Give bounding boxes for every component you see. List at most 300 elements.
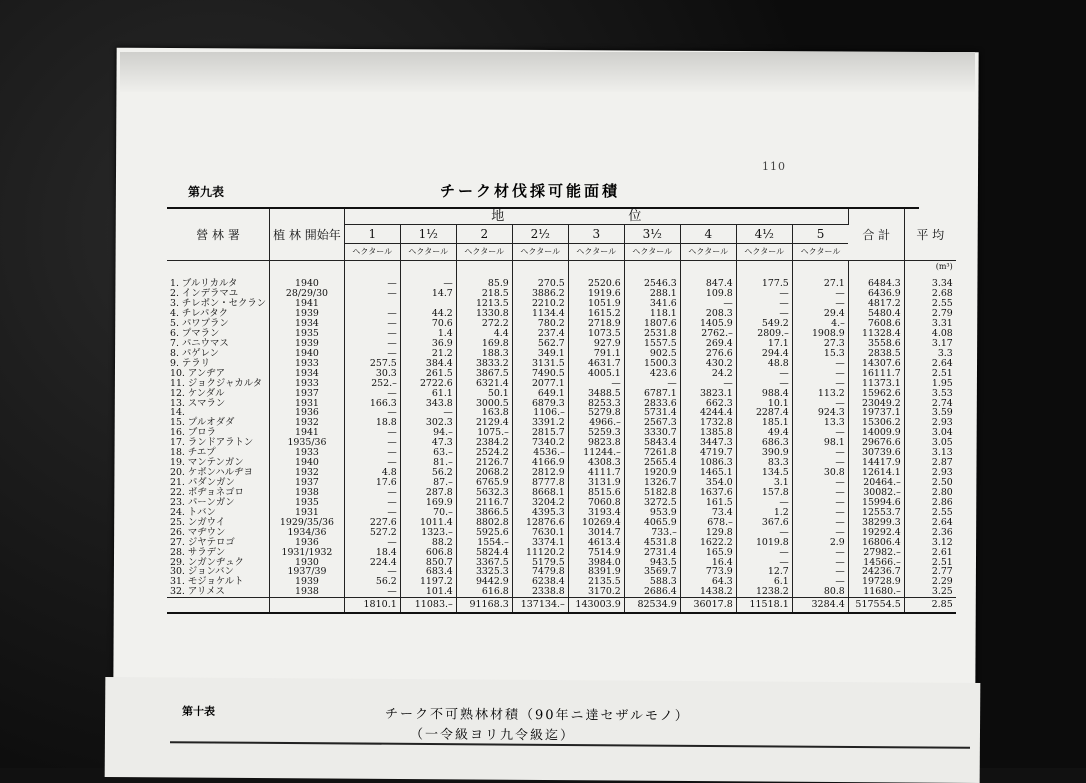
area-value: 2524.2	[456, 448, 512, 458]
table-row	[167, 359, 956, 369]
area-value: 1134.4	[512, 309, 568, 319]
area-value: 5731.4	[624, 408, 680, 418]
area-value: 1557.5	[624, 339, 680, 349]
grand-average: 2.85	[904, 598, 956, 614]
unit-label: ヘクタール	[344, 244, 400, 261]
district-name: 1. ブルリカルタ	[167, 273, 270, 289]
row-total: 7608.6	[848, 319, 904, 329]
area-value: 1330.8	[456, 309, 512, 319]
plant-year: 1934/36	[270, 527, 345, 537]
district-header: 營 林 署	[167, 209, 270, 261]
table-row	[167, 547, 956, 557]
row-total: 3558.6	[848, 339, 904, 349]
plant-year: 1939	[270, 577, 345, 587]
district-name: 8. パゲレン	[167, 349, 270, 359]
area-value: 7261.8	[624, 448, 680, 458]
area-value: 1238.2	[736, 587, 792, 597]
area-value: —	[344, 329, 400, 339]
area-value: 4111.7	[568, 468, 624, 478]
column-total: 82534.9	[624, 598, 680, 614]
area-value: 3866.5	[456, 508, 512, 518]
area-value: 1500.3	[624, 359, 680, 369]
district-name: 25. ンガウイ	[167, 518, 270, 528]
area-value: 354.0	[680, 478, 736, 488]
row-total: 12614.1	[848, 468, 904, 478]
area-value: 3000.5	[456, 398, 512, 408]
area-value: 7479.8	[512, 567, 568, 577]
area-value: 2686.4	[624, 587, 680, 597]
row-total: 6484.3	[848, 273, 904, 289]
area-value: 2116.7	[456, 498, 512, 508]
row-total: 15994.6	[848, 498, 904, 508]
area-value: —	[344, 408, 400, 418]
average-header: 平 均	[904, 209, 956, 261]
area-value: 11244.–	[568, 448, 624, 458]
area-value: 733.–	[624, 527, 680, 537]
area-value: 902.5	[624, 349, 680, 359]
district-name: 28. サラデン	[167, 547, 270, 557]
area-value: 678.–	[680, 518, 736, 528]
area-value: 606.8	[400, 547, 456, 557]
area-value: 1051.9	[568, 299, 624, 309]
plant-year: 1932	[270, 468, 345, 478]
totals-blank	[167, 598, 270, 614]
area-value: 780.2	[512, 319, 568, 329]
area-value: 1213.5	[456, 299, 512, 309]
area-value: 2731.4	[624, 547, 680, 557]
plant-year: 1941	[270, 299, 345, 309]
area-value: 549.2	[736, 319, 792, 329]
row-average: 2.64	[931, 516, 953, 528]
area-value: —	[792, 428, 848, 438]
area-value: —	[736, 378, 792, 388]
area-value: 2815.7	[512, 428, 568, 438]
area-value: 3488.5	[568, 388, 624, 398]
area-value: 527.2	[344, 527, 400, 537]
area-value: 287.8	[400, 488, 456, 498]
area-value: —	[792, 527, 848, 537]
district-name: 12. ケンダル	[167, 388, 270, 398]
area-value: 588.3	[624, 577, 680, 587]
area-value: 15.3	[792, 349, 848, 359]
table-row	[167, 349, 956, 359]
next-table-title: チーク不可熟林材積（90年ニ達セザルモノ）	[384, 706, 690, 725]
area-value: 4966.–	[568, 418, 624, 428]
area-value: 272.2	[456, 319, 512, 329]
area-value: 2126.7	[456, 458, 512, 468]
area-value: 1326.7	[624, 478, 680, 488]
area-value: 3272.5	[624, 498, 680, 508]
area-value: 367.6	[736, 518, 792, 528]
area-value: —	[792, 518, 848, 528]
area-value: —	[792, 458, 848, 468]
area-value: 927.9	[568, 339, 624, 349]
area-value: —	[344, 289, 400, 299]
area-value: 85.9	[456, 273, 512, 289]
area-value: 3569.7	[624, 567, 680, 577]
area-value: 1.4	[400, 329, 456, 339]
area-value: —	[792, 508, 848, 518]
district-name: 18. チエプ	[167, 448, 270, 458]
row-total: 38299.3	[848, 518, 904, 528]
area-value: 2722.6	[400, 378, 456, 388]
row-total: 11680.–	[848, 587, 904, 597]
plant-year-header: 植 林 開始年	[270, 209, 345, 261]
unit-label: ヘクタール	[400, 244, 456, 261]
area-value: 188.3	[456, 349, 512, 359]
area-value: —	[344, 428, 400, 438]
area-value: 161.5	[680, 498, 736, 508]
area-value: 3204.2	[512, 498, 568, 508]
area-value: 48.8	[736, 359, 792, 369]
area-value: 1908.9	[792, 329, 848, 339]
area-value: 2809.–	[736, 329, 792, 339]
area-value: 7514.9	[568, 547, 624, 557]
area-value: 2565.4	[624, 458, 680, 468]
area-value: 134.5	[736, 468, 792, 478]
area-value: —	[568, 378, 624, 388]
area-value: 12.7	[736, 567, 792, 577]
area-value: —	[792, 567, 848, 577]
area-value: 1197.2	[400, 577, 456, 587]
column-total: 137134.–	[512, 598, 568, 614]
area-value: 294.4	[736, 349, 792, 359]
district-name: 4. チレパタク	[167, 309, 270, 319]
area-value: 4536.–	[512, 448, 568, 458]
area-value: 18.8	[344, 418, 400, 428]
area-value: 683.4	[400, 567, 456, 577]
area-value: 21.2	[400, 349, 456, 359]
area-value: 4308.3	[568, 458, 624, 468]
area-value: 3886.2	[512, 289, 568, 299]
row-average: 2.86	[931, 496, 953, 508]
area-value: 17.6	[344, 478, 400, 488]
area-value: 1385.8	[680, 428, 736, 438]
district-name: 27. ジヤテロゴ	[167, 537, 270, 547]
row-total: 16806.4	[848, 537, 904, 547]
area-value: 2068.2	[456, 468, 512, 478]
area-value: 1323.–	[400, 527, 456, 537]
area-value: 36.9	[400, 339, 456, 349]
column-total: 91168.3	[456, 598, 512, 614]
area-value: 3131.9	[568, 478, 624, 488]
column-total: 143003.9	[568, 598, 624, 614]
row-average: 3.59	[931, 407, 953, 419]
area-value: 169.8	[456, 339, 512, 349]
area-value: 81.–	[400, 458, 456, 468]
area-value: 773.9	[680, 567, 736, 577]
plant-year: 1929/35/36	[270, 518, 345, 528]
row-average: 3.25	[931, 586, 953, 598]
area-value: 1622.2	[680, 537, 736, 547]
row-total: 14566.–	[848, 557, 904, 567]
area-value: 4395.3	[512, 508, 568, 518]
table-row	[167, 388, 956, 398]
area-value: 850.7	[400, 557, 456, 567]
area-value: 1732.8	[680, 418, 736, 428]
plant-year: 1933	[270, 378, 345, 388]
area-value: 4531.8	[624, 537, 680, 547]
area-value: —	[344, 498, 400, 508]
district-name: 5. パワプラン	[167, 319, 270, 329]
plant-year: 1935	[270, 498, 345, 508]
area-value: —	[792, 398, 848, 408]
area-value: 24.2	[680, 368, 736, 378]
area-value: 7340.2	[512, 438, 568, 448]
area-value: —	[792, 478, 848, 488]
area-value: 1073.5	[568, 329, 624, 339]
area-value: 252.–	[344, 378, 400, 388]
unit-label: ヘクタール	[568, 244, 624, 261]
plant-year: 1932	[270, 418, 345, 428]
area-value: 1086.3	[680, 458, 736, 468]
area-value: 341.6	[624, 299, 680, 309]
column-total: 1810.1	[344, 598, 400, 614]
area-value: 8391.9	[568, 567, 624, 577]
area-value: 686.3	[736, 438, 792, 448]
area-value: 288.1	[624, 289, 680, 299]
area-value: 3367.5	[456, 557, 512, 567]
area-value: 227.6	[344, 518, 400, 528]
area-value: 98.1	[792, 438, 848, 448]
row-average: 2.50	[931, 477, 953, 489]
district-name: 2. インデラマユ	[167, 289, 270, 299]
area-value: —	[736, 527, 792, 537]
site-header: 地 位	[344, 209, 848, 225]
site-class-header: 3	[568, 225, 624, 244]
row-average: 2.51	[931, 367, 953, 379]
site-class-header: 5	[792, 225, 848, 244]
row-total: 11373.1	[848, 378, 904, 388]
area-value: 269.4	[680, 339, 736, 349]
area-value: —	[792, 498, 848, 508]
row-average: 2.64	[931, 357, 953, 369]
plant-year: 1937	[270, 388, 345, 398]
district-name: 7. パニウマス	[167, 339, 270, 349]
area-value: 4244.4	[680, 408, 736, 418]
area-value: 302.3	[400, 418, 456, 428]
area-value: 4613.4	[568, 537, 624, 547]
row-average: 2.93	[931, 467, 953, 479]
area-value: 1465.1	[680, 468, 736, 478]
area-value: 1405.9	[680, 319, 736, 329]
district-name: 21. パダンガン	[167, 478, 270, 488]
area-value: —	[344, 537, 400, 547]
column-total: 11518.1	[736, 598, 792, 614]
area-value: —	[736, 498, 792, 508]
area-value: 3391.2	[512, 418, 568, 428]
column-total: 11083.–	[400, 598, 456, 614]
area-value: 1919.6	[568, 289, 624, 299]
totals-blank	[270, 598, 345, 614]
district-name: 15. プルオダダ	[167, 418, 270, 428]
plant-year: 1939	[270, 339, 345, 349]
area-value: 224.4	[344, 557, 400, 567]
area-value: 343.8	[400, 398, 456, 408]
table-row	[167, 368, 956, 378]
area-value: 4.–	[792, 319, 848, 329]
area-value: —	[344, 349, 400, 359]
area-value: 2210.2	[512, 299, 568, 309]
area-value: 257.5	[344, 359, 400, 369]
area-value: 430.2	[680, 359, 736, 369]
area-value: 1554.–	[456, 537, 512, 547]
area-value: —	[624, 378, 680, 388]
district-name: 26. マヂウン	[167, 527, 270, 537]
area-value: 988.4	[736, 388, 792, 398]
area-value: —	[344, 458, 400, 468]
totals-row	[167, 598, 956, 614]
area-value: 29.4	[792, 309, 848, 319]
area-value: 7060.8	[568, 498, 624, 508]
column-total: 3284.4	[792, 598, 848, 614]
district-name: 3. チレボン・セクラン	[167, 299, 270, 309]
plant-year: 1936	[270, 537, 345, 547]
row-average: 3.04	[931, 427, 953, 439]
plant-year: 1931/1932	[270, 547, 345, 557]
area-value: 8668.1	[512, 488, 568, 498]
row-average: 2.68	[931, 288, 953, 300]
area-value: 1106.–	[512, 408, 568, 418]
area-value: —	[736, 299, 792, 309]
area-value: 1637.6	[680, 488, 736, 498]
area-value: 3833.2	[456, 359, 512, 369]
district-name: 20. ケボンハルヂヨ	[167, 468, 270, 478]
area-value: 2129.4	[456, 418, 512, 428]
area-value: 6787.1	[624, 388, 680, 398]
area-value: 73.4	[680, 508, 736, 518]
district-name: 24. トバン	[167, 508, 270, 518]
table-row	[167, 518, 956, 528]
area-value: 1011.4	[400, 518, 456, 528]
area-value: 3193.4	[568, 508, 624, 518]
area-value: 924.3	[792, 408, 848, 418]
district-name: 11. ジョクジャカルタ	[167, 378, 270, 388]
district-name: 22. ボヂョネゴロ	[167, 488, 270, 498]
area-value: —	[736, 557, 792, 567]
area-value: 6238.4	[512, 577, 568, 587]
plant-year: 1935	[270, 329, 345, 339]
row-total: 4817.2	[848, 299, 904, 309]
area-value: 177.5	[736, 273, 792, 289]
area-value: 18.4	[344, 547, 400, 557]
unit-label: ヘクタール	[456, 244, 512, 261]
area-value: —	[344, 388, 400, 398]
area-value: 276.6	[680, 349, 736, 359]
row-average: 1.95	[931, 377, 953, 389]
area-value: —	[344, 587, 400, 597]
area-value: 4065.9	[624, 518, 680, 528]
area-value: 70.–	[400, 508, 456, 518]
plant-year: 1933	[270, 448, 345, 458]
area-value: 218.5	[456, 289, 512, 299]
area-value: —	[344, 448, 400, 458]
district-name: 32. アリメス	[167, 587, 270, 597]
area-value: 166.3	[344, 398, 400, 408]
district-name: 13. スマラン	[167, 398, 270, 408]
area-value: 270.5	[512, 273, 568, 289]
plant-year: 1931	[270, 508, 345, 518]
row-total: 11328.4	[848, 329, 904, 339]
area-value: 169.9	[400, 498, 456, 508]
area-value: 8777.8	[512, 478, 568, 488]
area-value: —	[344, 488, 400, 498]
site-class-header: 2½	[512, 225, 568, 244]
plant-year: 1939	[270, 309, 345, 319]
row-total: 6436.9	[848, 289, 904, 299]
table-row	[167, 527, 956, 537]
row-average: 3.17	[931, 337, 953, 349]
area-value: 7630.1	[512, 527, 568, 537]
row-average: 3.05	[931, 437, 953, 449]
area-value: —	[736, 309, 792, 319]
area-value: 1615.2	[568, 309, 624, 319]
row-average: 3.13	[931, 447, 953, 459]
area-value: 3330.7	[624, 428, 680, 438]
row-average: 2.51	[931, 556, 953, 568]
area-value: 1807.6	[624, 319, 680, 329]
area-value: —	[736, 289, 792, 299]
district-name: 17. ランドアラトン	[167, 438, 270, 448]
teak-area-table	[167, 209, 956, 614]
area-value: —	[680, 299, 736, 309]
row-average: 2.93	[931, 417, 953, 429]
next-table-subtitle: （一令級ヨリ九令級迄）	[409, 727, 576, 744]
row-total: 12553.7	[848, 508, 904, 518]
area-value: 8802.8	[456, 518, 512, 528]
district-name: 19. マンテンガン	[167, 458, 270, 468]
area-value: 6321.4	[456, 378, 512, 388]
area-value: 208.3	[680, 309, 736, 319]
area-value: 12876.6	[512, 518, 568, 528]
area-value: 791.1	[568, 349, 624, 359]
area-value: —	[344, 309, 400, 319]
area-value: 8515.6	[568, 488, 624, 498]
area-value: 70.6	[400, 319, 456, 329]
area-value: 649.1	[512, 388, 568, 398]
area-value: 163.8	[456, 408, 512, 418]
area-value: 3014.7	[568, 527, 624, 537]
area-value: 423.6	[624, 368, 680, 378]
area-value: —	[344, 273, 400, 289]
area-value: —	[344, 339, 400, 349]
area-value: —	[792, 378, 848, 388]
row-average: 3.12	[931, 536, 953, 548]
area-value: 4166.9	[512, 458, 568, 468]
row-average: 2.74	[931, 397, 953, 409]
area-value: 4719.7	[680, 448, 736, 458]
row-total: 15962.6	[848, 388, 904, 398]
area-value: 47.3	[400, 438, 456, 448]
area-value: 88.2	[400, 537, 456, 547]
row-total: 24236.7	[848, 567, 904, 577]
area-value: 5843.4	[624, 438, 680, 448]
plant-year: 1930	[270, 557, 345, 567]
area-value: 349.1	[512, 349, 568, 359]
plant-year: 1938	[270, 587, 345, 597]
area-value: 3867.5	[456, 368, 512, 378]
site-class-header: 1	[344, 225, 400, 244]
area-value: 953.9	[624, 508, 680, 518]
page-top-edge	[120, 52, 975, 92]
plant-year: 1933	[270, 359, 345, 369]
area-value: 129.8	[680, 527, 736, 537]
district-name: 30. ジョンバン	[167, 567, 270, 577]
district-name: 6. プマラン	[167, 329, 270, 339]
row-total: 27982.–	[848, 547, 904, 557]
area-value: 83.3	[736, 458, 792, 468]
area-value: 390.9	[736, 448, 792, 458]
